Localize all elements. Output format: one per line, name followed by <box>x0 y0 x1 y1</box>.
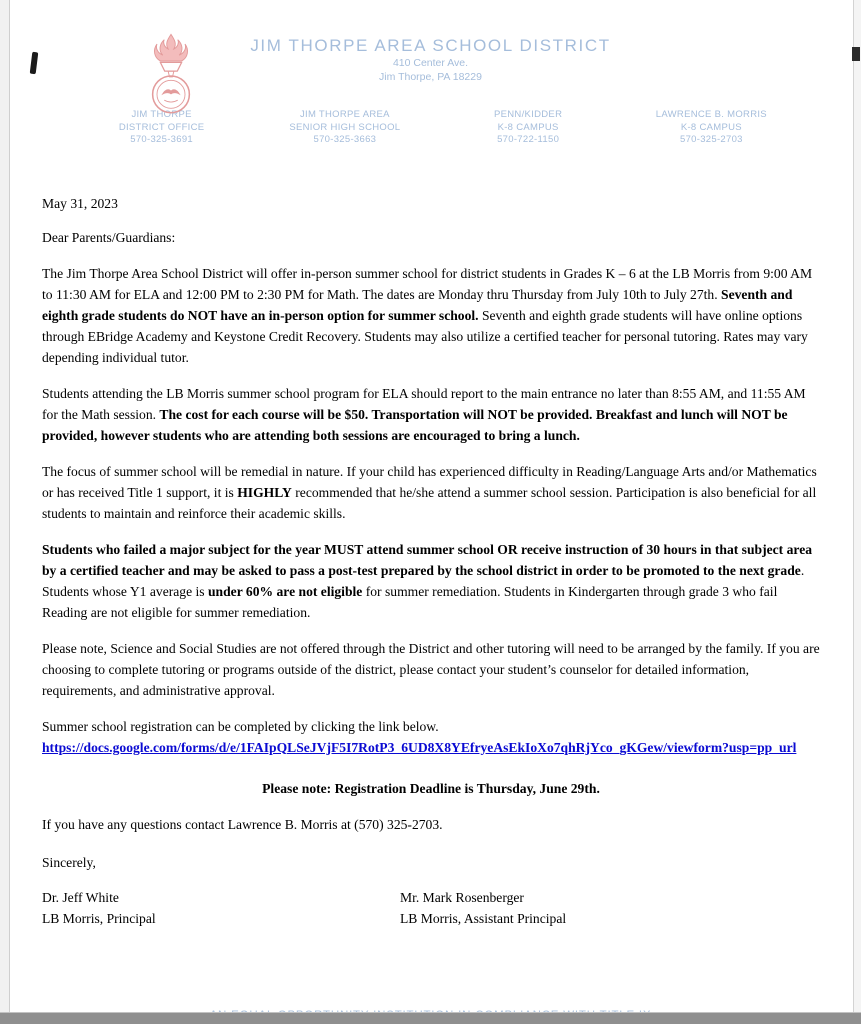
office-name-line: LAWRENCE B. MORRIS <box>655 109 767 120</box>
letterhead <box>0 0 861 147</box>
scan-edge-right <box>853 0 861 1024</box>
office-name-line: K-8 CAMPUS <box>497 121 559 133</box>
signature-title: LB Morris, Principal <box>42 910 156 926</box>
office-name-line: K-8 CAMPUS <box>680 121 742 133</box>
office-name-line: DISTRICT OFFICE <box>118 121 205 133</box>
signature-block-assistant-principal <box>400 887 820 929</box>
office-name-line: PENN/KIDDER <box>494 109 563 120</box>
closing: Sincerely, <box>42 854 96 870</box>
paragraph-failed-subject-policy: Students who failed a major subject for the year MUST attend summer school OR receive instruction of 30 hours in that subject area by a certified teacher and may be asked to pass a post-test prepared by the school district in order to be promoted to the next grade. Students whose Y1 average is under 60% are not eligible for summer remediation. Students in Kindergarten through grade 3 who fail Reading are not eligible for summer remediation. <box>42 541 813 620</box>
office-lb-morris <box>620 109 803 147</box>
scan-edge-left <box>0 0 10 1024</box>
office-name-line: SENIOR HIGH SCHOOL <box>289 121 401 133</box>
paragraph-remedial-focus: The focus of summer school will be remedial in nature. If your child has experienced difficulty in Reading/Language Arts and/or Mathematics or has received Title 1 support, it is HIGHLY recommended that he/she attend a summer school session. Participation is also beneficial for all students to maintain and reinforce their academic skills. <box>42 463 817 521</box>
district-name: JIM THORPE AREA SCHOOL DISTRICT <box>250 36 611 55</box>
district-address-line1: 410 Center Ave. <box>392 57 469 69</box>
office-phone: 570-325-3663 <box>313 134 377 145</box>
paragraph-registration-intro: Summer school registration can be completed by clicking the link below. <box>42 718 439 734</box>
district-address-line2: Jim Thorpe, PA 18229 <box>379 71 482 83</box>
torch-seal-logo-icon <box>142 32 200 118</box>
letter-body <box>0 193 861 929</box>
signature-name: Dr. Jeff White <box>42 889 119 905</box>
letter-date: May 31, 2023 <box>42 195 118 211</box>
office-name-line: JIM THORPE <box>131 109 192 120</box>
signature-name: Mr. Mark Rosenberger <box>400 889 524 905</box>
office-phone: 570-325-3691 <box>130 134 193 145</box>
paragraph-science-social-studies: Please note, Science and Social Studies are not offered through the District and other tutoring will need to be arranged by the family. If you are choosing to complete tutoring or programs outside of the district, please contact your student’s counselor for detailed information, requirements, and administrative approval. <box>42 640 820 698</box>
scan-bottom-bar <box>0 1012 861 1024</box>
signature-title: LB Morris, Assistant Principal <box>400 910 567 926</box>
office-phone: 570-722-1150 <box>497 134 560 145</box>
signature-block-principal <box>42 887 400 929</box>
office-phone: 570-325-2703 <box>679 134 743 145</box>
paragraph-summer-school-overview: The Jim Thorpe Area School District will offer in-person summer school for district students in Grades K – 6 at the LB Morris from 9:00 AM to 11:30 AM for ELA and 12:00 PM to 2:30 PM for Math. The dates are Monday thru Thursday from July 10th to July 27th. Seventh and eighth grade students do NOT have an in-person option for summer school. Seventh and eighth grade students will have online options through EBridge Academy and Keystone Credit Recovery. Students may also utilize a certified teacher for personal tutoring. Rates may vary depending individual tutor. <box>42 265 813 365</box>
office-senior-high <box>253 109 436 147</box>
registration-form-link[interactable]: https://docs.google.com/forms/d/e/1FAIpQLSeJVjF5I7RotP3_6UD8X8YEfryeAsEkIoXo7qhRjYco_gKGew/viewform?usp=pp_url <box>42 739 797 755</box>
signature-row <box>42 887 820 929</box>
registration-deadline-notice: Please note: Registration Deadline is Thursday, June 29th. <box>262 780 600 796</box>
contact-line: If you have any questions contact Lawrence B. Morris at (570) 325-2703. <box>42 816 443 832</box>
scan-mark-right <box>852 47 860 61</box>
office-penn-kidder <box>437 109 620 147</box>
salutation: Dear Parents/Guardians: <box>42 229 176 245</box>
office-name-line: JIM THORPE AREA <box>299 109 390 120</box>
paragraph-report-times-cost: Students attending the LB Morris summer school program for ELA should report to the main entrance no later than 8:55 AM, and 11:55 AM for the Math session. The cost for each course will be $50. Transportation will NOT be provided. Breakfast and lunch will NOT be provided, however students who are attending both sessions are encouraged to bring a lunch. <box>42 385 806 443</box>
